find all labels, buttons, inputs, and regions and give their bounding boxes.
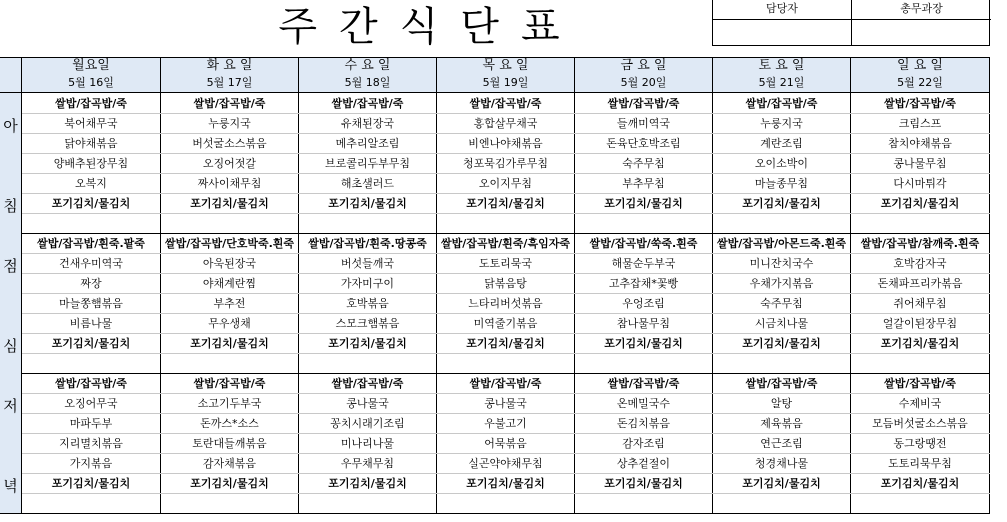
dish-item: 계란조림 <box>760 137 803 150</box>
staple-item: 쌀밥/잡곡밥/죽 <box>331 377 404 390</box>
dish-item: 가자미구이 <box>340 277 395 290</box>
row-gridline <box>22 113 990 114</box>
dish-item: 아욱된장국 <box>202 257 257 270</box>
kimchi-item: 포기김치/물김치 <box>466 197 545 210</box>
day-header <box>713 57 851 93</box>
menu-cell-dinner <box>713 373 851 513</box>
approval-sign-manager[interactable] <box>713 20 851 46</box>
day-date: 5월 22일 <box>897 76 943 89</box>
approval-label-manager: 담당자 <box>766 2 798 15</box>
row-gridline <box>22 433 990 434</box>
staple-item: 쌀밥/잡곡밥/죽 <box>607 377 680 390</box>
dish-item: 시금치나물 <box>754 317 809 330</box>
dish-item: 돈채파프리카볶음 <box>877 277 963 290</box>
dish-item: 호박감자국 <box>893 257 947 270</box>
menu-cell-dinner <box>22 373 161 513</box>
dish-item: 어묵볶음 <box>484 437 527 450</box>
menu-cell-breakfast <box>22 93 161 233</box>
menu-cell-breakfast <box>437 93 575 233</box>
kimchi-item: 포기김치/물김치 <box>190 477 269 490</box>
menu-cell-breakfast <box>713 93 851 233</box>
dish-item: 감자채볶음 <box>202 457 257 470</box>
dish-item: 콩나물국 <box>346 397 389 410</box>
kimchi-item: 포기김치/물김치 <box>604 337 683 350</box>
dish-item: 토란대들깨볶음 <box>192 437 267 450</box>
kimchi-item: 포기김치/물김치 <box>51 477 131 490</box>
day-header <box>851 57 990 93</box>
dish-item: 닭야채볶음 <box>64 137 118 150</box>
dish-item: 비엔나야채볶음 <box>468 137 543 150</box>
meal-label-breakfast <box>0 93 22 233</box>
day-header <box>437 57 575 93</box>
menu-cell-dinner <box>575 373 713 513</box>
dish-item: 오징어무국 <box>64 397 118 410</box>
kimchi-item: 포기김치/물김치 <box>742 477 821 490</box>
staple-item: 쌀밥/잡곡밥/흰죽.팥죽 <box>37 237 145 250</box>
dish-item: 양배추된장무침 <box>53 157 129 170</box>
kimchi-item: 포기김치/물김치 <box>880 337 960 350</box>
menu-cell-dinner <box>437 373 575 513</box>
dish-item: 짜장 <box>80 277 102 290</box>
staple-item: 쌀밥/잡곡밥/쑥죽.흰죽 <box>589 237 698 250</box>
meal-char: 저 <box>3 397 18 415</box>
dish-item: 쥐어채무침 <box>893 297 947 310</box>
day-name: 월요일 <box>72 58 110 73</box>
kimchi-item: 포기김치/물김치 <box>604 477 683 490</box>
staple-item: 쌀밥/잡곡밥/죽 <box>607 97 680 110</box>
staple-item: 쌀밥/잡곡밥/죽 <box>745 97 818 110</box>
dish-item: 가지볶음 <box>69 457 113 470</box>
dish-item: 콩나물국 <box>484 397 527 410</box>
dish-item: 모듬버섯굴소스볶음 <box>872 417 968 430</box>
dish-item: 북어채무국 <box>64 117 118 130</box>
day-date: 5월 21일 <box>758 76 805 89</box>
staple-item: 쌀밥/잡곡밥/흰죽/흑임자죽 <box>441 237 570 250</box>
row-gridline <box>22 493 990 494</box>
meal-label-lunch <box>0 233 22 373</box>
dish-item: 마늘종무침 <box>754 177 809 190</box>
day-date: 5월 16일 <box>68 76 114 89</box>
menu-cell-lunch <box>22 233 161 373</box>
dish-item: 누룽지국 <box>760 117 803 130</box>
menu-cell-dinner <box>161 373 299 513</box>
dish-item: 미역줄기볶음 <box>473 317 538 330</box>
staple-item: 쌀밥/잡곡밥/아몬드죽.흰죽 <box>716 237 847 250</box>
menu-cell-lunch <box>161 233 299 373</box>
kimchi-item: 포기김치/물김치 <box>328 477 407 490</box>
kimchi-item: 포기김치/물김치 <box>51 337 131 350</box>
kimchi-item: 포기김치/물김치 <box>604 197 683 210</box>
menu-cell-breakfast <box>851 93 990 233</box>
meal-char: 심 <box>3 337 18 355</box>
dish-item: 오복지 <box>75 177 107 190</box>
meal-char: 녁 <box>3 477 18 495</box>
kimchi-item: 포기김치/물김치 <box>190 337 269 350</box>
dish-item: 숙주무침 <box>622 157 665 170</box>
day-date: 5월 19일 <box>482 76 529 89</box>
row-gridline <box>22 293 990 294</box>
row-gridline <box>22 213 990 214</box>
kimchi-item: 포기김치/물김치 <box>742 337 821 350</box>
kimchi-item: 포기김치/물김치 <box>51 197 131 210</box>
dish-item: 부추전 <box>213 297 246 310</box>
staple-item: 쌀밥/잡곡밥/죽 <box>55 97 127 110</box>
dish-item: 미나리나물 <box>340 437 395 450</box>
day-name: 목 요 일 <box>482 58 529 73</box>
dish-item: 오이지무침 <box>478 177 533 190</box>
dish-item: 다시마튀각 <box>893 177 947 190</box>
staple-item: 쌀밥/잡곡밥/죽 <box>331 97 404 110</box>
row-gridline <box>22 273 990 274</box>
dish-item: 느타리버섯볶음 <box>468 297 543 310</box>
dish-item: 연근조림 <box>760 437 803 450</box>
dish-item: 온메밀국수 <box>616 397 671 410</box>
dish-item: 우엉조림 <box>622 297 665 310</box>
row-gridline <box>22 393 990 394</box>
dish-item: 비름나물 <box>69 317 113 330</box>
day-date: 5월 17일 <box>206 76 253 89</box>
dish-item: 홍합살무채국 <box>473 117 538 130</box>
day-date: 5월 20일 <box>620 76 667 89</box>
dish-item: 돈까스*소스 <box>200 417 259 430</box>
staple-item: 쌀밥/잡곡밥/죽 <box>469 377 542 390</box>
dish-item: 수제비국 <box>898 397 942 410</box>
meal-label-dinner <box>0 373 22 513</box>
dish-item: 오징어젓갈 <box>202 157 257 170</box>
dish-item: 건새우미역국 <box>59 257 123 270</box>
staple-item: 쌀밥/잡곡밥/죽 <box>193 97 266 110</box>
row-gridline <box>22 453 990 454</box>
day-name: 일 요 일 <box>897 58 943 73</box>
meal-char: 침 <box>3 197 18 215</box>
dish-item: 우채가지볶음 <box>749 277 814 290</box>
dish-item: 참나물무침 <box>616 317 671 330</box>
dish-item: 마파두부 <box>69 417 113 430</box>
row-gridline <box>22 253 990 254</box>
dish-item: 돈김치볶음 <box>616 417 671 430</box>
day-header <box>161 57 299 93</box>
day-name: 수 요 일 <box>344 58 391 73</box>
row-gridline <box>22 313 990 314</box>
day-name: 금 요 일 <box>620 58 667 73</box>
staple-item: 쌀밥/잡곡밥/죽 <box>884 377 956 390</box>
row-gridline <box>22 413 990 414</box>
dish-item: 해초샐러드 <box>340 177 395 190</box>
approval-sign-director[interactable] <box>852 20 991 46</box>
table-top-border <box>0 57 990 58</box>
day-name: 화 요 일 <box>206 58 253 73</box>
menu-cell-dinner <box>299 373 437 513</box>
dish-item: 우무채무침 <box>340 457 395 470</box>
dish-item: 실곤약야채무침 <box>468 457 543 470</box>
dish-item: 청경채나물 <box>754 457 809 470</box>
staple-item: 쌀밥/잡곡밥/죽 <box>469 97 542 110</box>
dish-item: 우불고기 <box>484 417 527 430</box>
dish-item: 마늘쫑햄볶음 <box>59 297 123 310</box>
dish-item: 부추무침 <box>622 177 665 190</box>
staple-item: 쌀밥/잡곡밥/죽 <box>884 97 956 110</box>
kimchi-item: 포기김치/물김치 <box>742 197 821 210</box>
menu-cell-breakfast <box>161 93 299 233</box>
staple-item: 쌀밥/잡곡밥/죽 <box>193 377 266 390</box>
day-header <box>22 57 161 93</box>
menu-cell-lunch <box>575 233 713 373</box>
row-gridline <box>22 333 990 334</box>
approval-box <box>712 0 990 46</box>
kimchi-item: 포기김치/물김치 <box>880 477 960 490</box>
meal-char: 아 <box>3 117 18 135</box>
dish-item: 버섯굴소스볶음 <box>192 137 267 150</box>
kimchi-item: 포기김치/물김치 <box>328 337 407 350</box>
menu-cell-lunch <box>437 233 575 373</box>
dish-item: 소고기두부국 <box>197 397 262 410</box>
menu-cell-lunch <box>713 233 851 373</box>
staple-item: 쌀밥/잡곡밥/죽 <box>745 377 818 390</box>
dish-item: 참치야채볶음 <box>888 137 952 150</box>
dish-item: 미니잔치국수 <box>749 257 814 270</box>
dish-item: 호박볶음 <box>346 297 389 310</box>
dish-item: 동그랑땡전 <box>893 437 947 450</box>
approval-label-director: 총무과장 <box>900 2 943 15</box>
page-title: 주간식단표 <box>278 4 582 50</box>
staple-item: 쌀밥/잡곡밥/단호박죽.흰죽 <box>164 237 295 250</box>
dish-item: 오이소박이 <box>754 157 809 170</box>
row-gridline <box>22 473 990 474</box>
staple-item: 쌀밥/잡곡밥/흰죽.땅콩죽 <box>308 237 427 250</box>
dish-item: 숙주무침 <box>760 297 803 310</box>
dish-item: 알탕 <box>770 397 793 410</box>
dish-item: 버섯들깨국 <box>340 257 395 270</box>
row-gridline <box>22 193 990 194</box>
kimchi-item: 포기김치/물김치 <box>328 197 407 210</box>
header-corner <box>0 57 22 93</box>
dish-item: 유채된장국 <box>340 117 395 130</box>
dish-item: 콩나물무침 <box>893 157 947 170</box>
kimchi-item: 포기김치/물김치 <box>466 477 545 490</box>
dish-item: 누룽지국 <box>208 117 251 130</box>
dish-item: 스모크햄볶음 <box>335 317 400 330</box>
dish-item: 고추잡채*꽃빵 <box>608 277 679 290</box>
menu-cell-lunch <box>851 233 990 373</box>
dish-item: 얼갈이된장무침 <box>882 317 958 330</box>
kimchi-item: 포기김치/물김치 <box>466 337 545 350</box>
dish-item: 크림스프 <box>898 117 942 130</box>
day-name: 토 요 일 <box>758 58 805 73</box>
row-gridline <box>22 153 990 154</box>
dish-item: 야채계란찜 <box>202 277 257 290</box>
row-gridline <box>22 173 990 174</box>
staple-item: 쌀밥/잡곡밥/참깨죽.흰죽 <box>860 237 980 250</box>
menu-cell-breakfast <box>299 93 437 233</box>
day-date: 5월 18일 <box>344 76 391 89</box>
dish-item: 닭볶음탕 <box>484 277 527 290</box>
kimchi-item: 포기김치/물김치 <box>190 197 269 210</box>
staple-item: 쌀밥/잡곡밥/죽 <box>55 377 127 390</box>
menu-cell-breakfast <box>575 93 713 233</box>
dish-item: 무우생채 <box>208 317 251 330</box>
day-header <box>299 57 437 93</box>
dish-item: 메추리알조림 <box>335 137 400 150</box>
row-gridline <box>22 353 990 354</box>
meal-char: 점 <box>3 257 18 275</box>
day-header <box>575 57 713 93</box>
dish-item: 청포묵김가루무침 <box>462 157 548 170</box>
block-border <box>0 513 990 514</box>
dish-item: 지리멸치볶음 <box>59 437 123 450</box>
dish-item: 해물순두부국 <box>611 257 676 270</box>
dish-item: 브로콜리두부무침 <box>324 157 410 170</box>
row-gridline <box>22 133 990 134</box>
dish-item: 상추겉절이 <box>616 457 671 470</box>
dish-item: 꽁치시래기조림 <box>330 417 405 430</box>
dish-item: 감자조림 <box>622 437 665 450</box>
dish-item: 돈육단호박조림 <box>606 137 681 150</box>
menu-cell-dinner <box>851 373 990 513</box>
dish-item: 도토리묵무침 <box>888 457 952 470</box>
menu-cell-lunch <box>299 233 437 373</box>
kimchi-item: 포기김치/물김치 <box>880 197 960 210</box>
dish-item: 들깨미역국 <box>616 117 671 130</box>
dish-item: 짜사이채무침 <box>197 177 262 190</box>
dish-item: 제육볶음 <box>760 417 803 430</box>
dish-item: 도토리묵국 <box>478 257 533 270</box>
